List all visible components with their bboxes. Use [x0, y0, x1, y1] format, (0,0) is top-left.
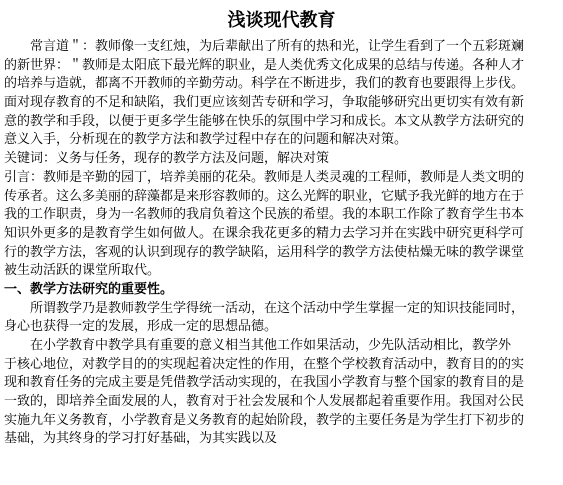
paragraph-line: 基础，为其终身的学习打好基础，为其实践以及 — [4, 431, 278, 447]
paragraph-line: 的新世界：＂教师是太阳底下最光辉的职业，是人类优秀文化成果的总结与传递。各种人才 — [4, 57, 525, 73]
paragraph-line: 一致的，即培养全面发展的人，教育对于社会发展和个人发展都起着重要作用。我国对公民 — [4, 394, 525, 410]
paragraph-line: 面对现存教育的不足和缺陷，我们更应该刻苦专研和学习，争取能够研究出更切实有效有新 — [4, 95, 525, 111]
paragraph-line: 知识外更多的是教育学生如何做人。在课余我花更多的精力去学习并在实践中研究更科学可 — [4, 225, 525, 241]
paragraph-line: 行的教学方法，客观的认识到现存的教学缺陷，运用科学的教学方法使枯燥无味的教学课堂 — [4, 244, 525, 260]
paragraph-line: 实施九年义务教育，小学教育是义务教育的起始阶段，教学的主要任务是为学生打下初步的 — [4, 412, 525, 428]
paragraph-line: 常言道＂：教师像一支红烛，为后辈献出了所有的热和光，让学生看到了一个五彩斑斓 — [4, 39, 525, 54]
paragraph-line: 身心也获得一定的发展，形成一定的思想品德。 — [4, 319, 278, 335]
document-body — [4, 38, 559, 449]
section-heading: 一、教学方法研究的重要性。 — [4, 281, 174, 297]
paragraph-line: 现和教育任务的完成主要是凭借教学活动实现的，在我国小学教育与整个国家的教育目的是 — [4, 375, 525, 391]
paragraph-line: 被生动活跃的课堂所取代。 — [4, 263, 161, 279]
keywords-line: 关键词：义务与任务，现存的教学方法及问题，解决对策 — [4, 151, 330, 167]
paragraph-line: 的培养与造就，都离不开教师的辛勤劳动。科学在不断进步，我们的教育也要跟得上步伐。 — [4, 76, 525, 92]
paragraph-line: 于核心地位，对教学目的的实现起着决定性的作用，在整个学校教育活动中，教育目的的实 — [4, 356, 525, 372]
paragraph-line: 在小学教育中教学具有重要的意义相当其他工作如果活动，少先队活动相比，教学外 — [4, 338, 512, 353]
paragraph-line: 引言：教师是辛勤的园丁，培养美丽的花朵。教师是人类灵魂的工程师，教师是人类文明的 — [4, 169, 525, 185]
paragraph-line: 意的教学和手段，以便于更多学生能够在快乐的氛围中学习和成长。本文从教学方法研究的 — [4, 113, 525, 129]
paragraph-line: 我的工作职责，身为一名教师的我肩负着这个民族的希望。我的本职工作除了教育学生书本 — [4, 207, 525, 223]
paragraph-line: 传承者。这么多美丽的辞藻都是来形容教师的。这么光辉的职业，它赋予我光鲜的地方在于 — [4, 188, 525, 204]
paragraph-line: 意义入手，分析现在的教学方法和教学过程中存在的问题和解决对策。 — [4, 132, 408, 148]
document-title: 浅谈现代教育 — [227, 10, 336, 31]
paragraph-line: 所谓教学乃是教师教学生学得统一活动，在这个活动中学生掌握一定的知识技能同时， — [4, 300, 525, 316]
